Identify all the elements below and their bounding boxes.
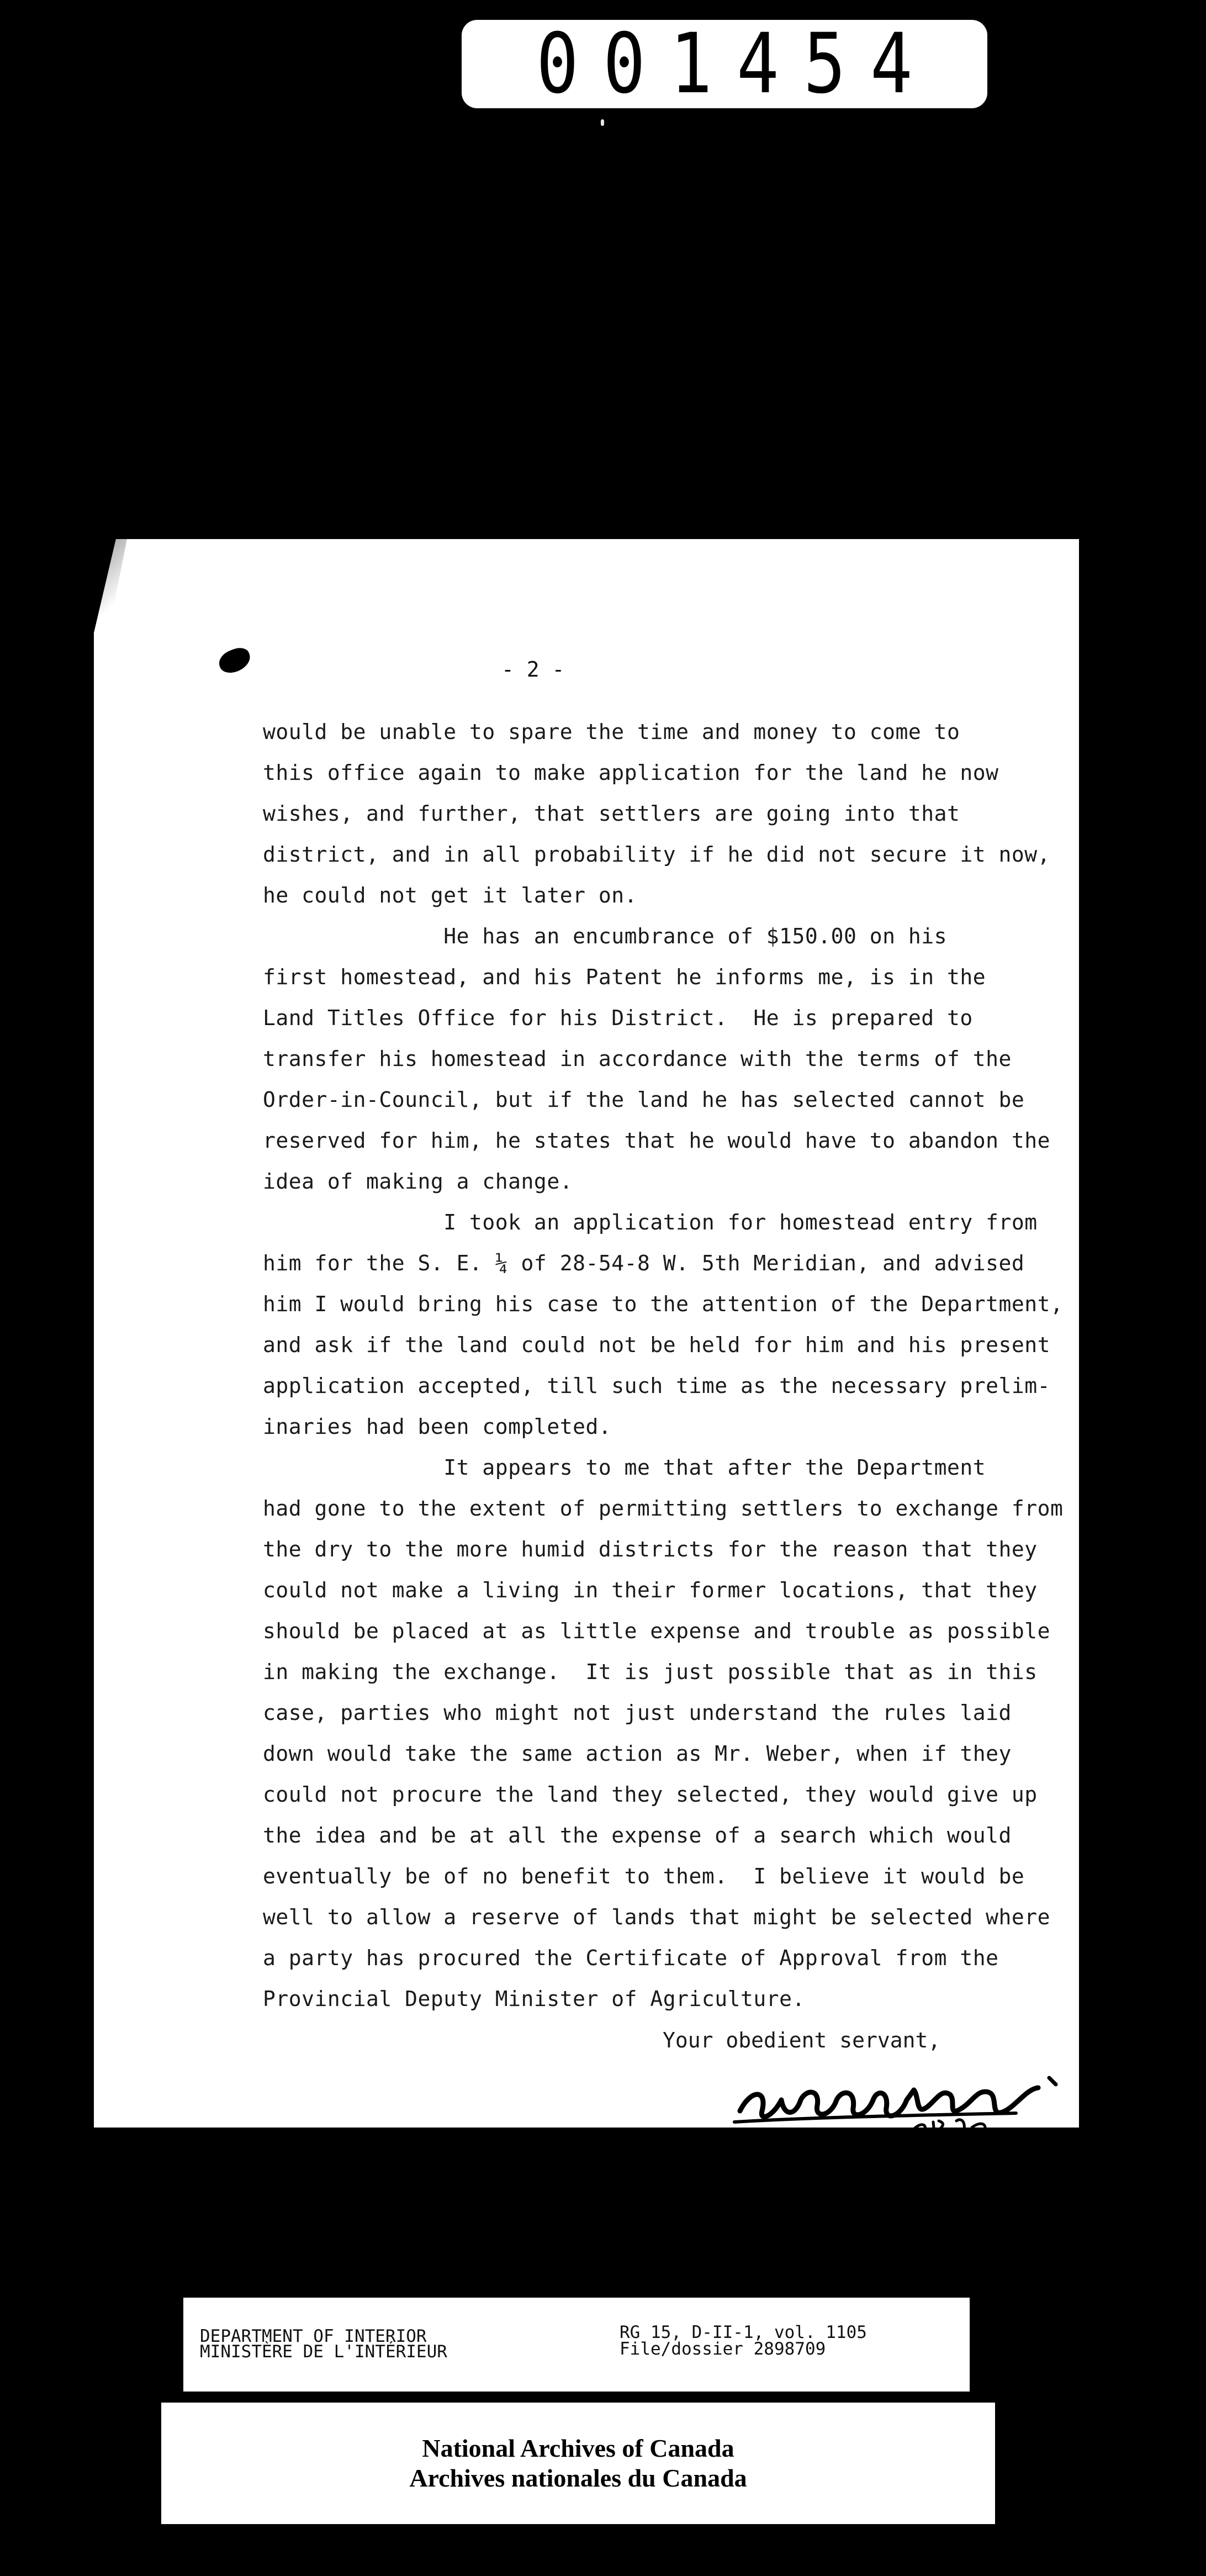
letter-line: Order-in-Council, but if the land he has selected cannot be bbox=[263, 1088, 1025, 1112]
letter-line: first homestead, and his Patent he informs me, is in the bbox=[263, 965, 986, 989]
handwritten-signature bbox=[729, 2056, 1071, 2139]
letter-line: could not procure the land they selected, they would give up bbox=[263, 1782, 1038, 1807]
letter-line: Provincial Deputy Minister of Agriculture. bbox=[263, 1987, 805, 2011]
letter-line: It appears to me that after the Department bbox=[263, 1455, 986, 1480]
letter-line: He has an encumbrance of $150.00 on his bbox=[263, 924, 948, 948]
letter-line: would be unable to spare the time and money to come to bbox=[263, 720, 960, 744]
letter-line: the dry to the more humid districts for the reason that they bbox=[263, 1537, 1038, 1561]
letter-line: he could not get it later on. bbox=[263, 883, 637, 907]
department-label-line: MINISTÈRE DE L'INTÉRIEUR bbox=[200, 2342, 447, 2362]
letter-line: could not make a living in their former locations, that they bbox=[263, 1578, 1038, 1602]
department-label-line: DEPARTMENT OF INTERIOR bbox=[200, 2326, 427, 2346]
letter-line: case, parties who might not just understand the rules laid bbox=[263, 1701, 1012, 1725]
letter-line: a party has procured the Certificate of Approval from the bbox=[263, 1946, 999, 1970]
file-reference bbox=[620, 2324, 867, 2357]
letter-line: this office again to make application for the land he now bbox=[263, 761, 999, 785]
page-number: - 2 - bbox=[501, 657, 565, 682]
archives-banner bbox=[161, 2403, 995, 2524]
letter-line: had gone to the extent of permitting settlers to exchange from bbox=[263, 1496, 1064, 1521]
letter-line: well to allow a reserve of lands that might be selected where bbox=[263, 1905, 1051, 1929]
letter-line: and ask if the land could not be held for him and his present bbox=[263, 1333, 1051, 1357]
archives-name-fr: Archives nationales du Canada bbox=[409, 2464, 747, 2492]
letter-body bbox=[263, 711, 1080, 2019]
letter-line: inaries had been completed. bbox=[263, 1414, 612, 1439]
file-reference-line: File/dossier 2898709 bbox=[620, 2339, 826, 2359]
letter-line: eventually be of no benefit to them. I believe it would be bbox=[263, 1864, 1025, 1888]
letter-line: the idea and be at all the expense of a search which would bbox=[263, 1823, 1012, 1847]
letter-line: Land Titles Office for his District. He is prepared to bbox=[263, 1006, 973, 1030]
department-label bbox=[200, 2326, 447, 2362]
film-speck bbox=[601, 119, 604, 126]
letter-line: in making the exchange. It is just possible that as in this bbox=[263, 1660, 1038, 1684]
frame-number: 001454 bbox=[536, 16, 937, 112]
letter-line: him I would bring his case to the attention of the Department, bbox=[263, 1292, 1064, 1316]
frame-number-plate bbox=[462, 16, 987, 112]
letter-line: him for the S. E. ¼ of 28-54-8 W. 5th Meridian, and advised bbox=[263, 1251, 1025, 1275]
letter-line: should be placed at as little expense and trouble as possible bbox=[263, 1619, 1051, 1643]
letter-line: transfer his homestead in accordance with the terms of the bbox=[263, 1047, 1012, 1071]
letter-line: application accepted, till such time as the necessary prelim- bbox=[263, 1374, 1051, 1398]
closing-salutation: Your obedient servant, bbox=[663, 2028, 941, 2052]
letter-line: idea of making a change. bbox=[263, 1169, 573, 1194]
archive-reference-label bbox=[183, 2298, 970, 2392]
letter-line: I took an application for homestead entry from bbox=[263, 1210, 1038, 1234]
letter-line: reserved for him, he states that he would have to abandon the bbox=[263, 1128, 1051, 1153]
archives-name-en: National Archives of Canada bbox=[422, 2434, 734, 2462]
letter-line: wishes, and further, that settlers are going into that bbox=[263, 801, 960, 826]
file-reference-line: RG 15, D-II-1, vol. 1105 bbox=[620, 2322, 867, 2342]
letter-line: down would take the same action as Mr. Weber, when if they bbox=[263, 1741, 1012, 1766]
letter-line: district, and in all probability if he did not secure it now, bbox=[263, 842, 1051, 867]
